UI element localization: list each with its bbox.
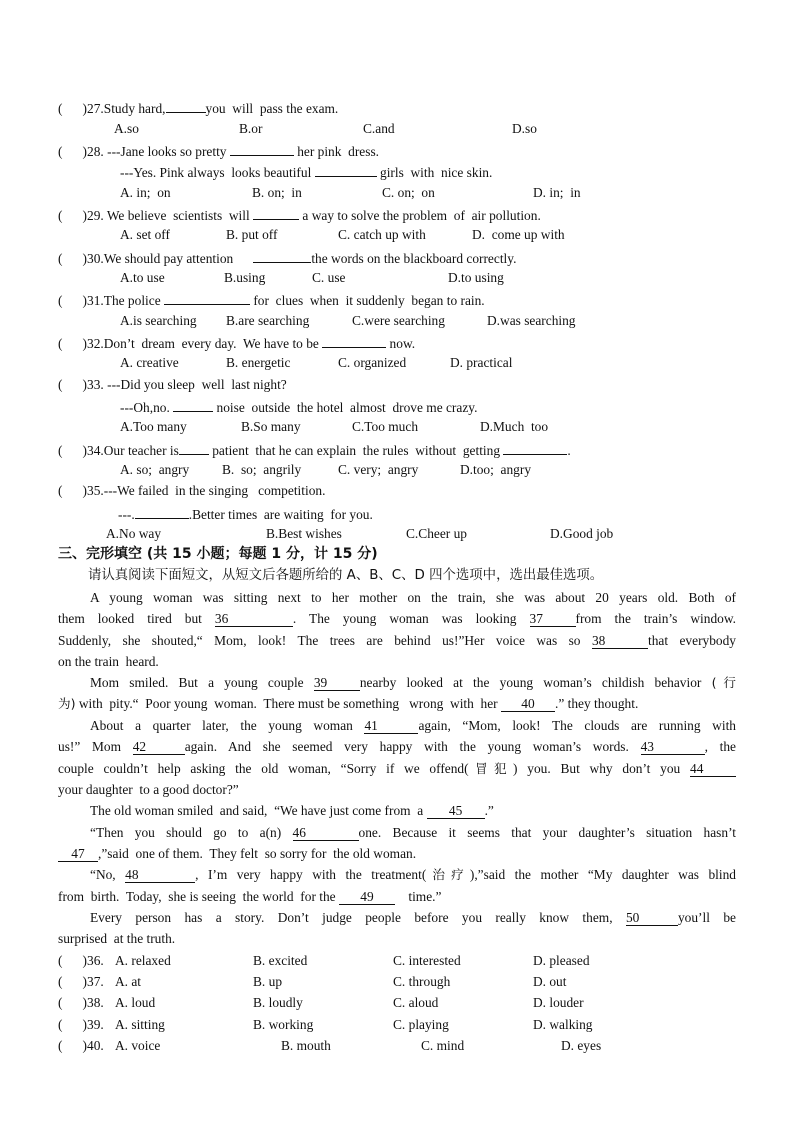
option-c[interactable]: C. use — [312, 270, 346, 285]
option-b[interactable]: B. excited — [253, 953, 308, 968]
passage-line: us!” Mom 42 again. And she seemed very happy with the young woman’s words. 43 , the — [58, 739, 736, 754]
option-a[interactable]: A.Too many — [120, 419, 187, 434]
question-number: ( )37. — [58, 974, 104, 989]
option-a[interactable]: A. creative — [120, 355, 179, 370]
option-b[interactable]: B. energetic — [226, 355, 291, 370]
option-c[interactable]: C. through — [393, 974, 451, 989]
blank-42[interactable]: 42 — [133, 740, 185, 755]
question-stem: ( )31.The police for clues when it suddenly began to rain. — [58, 290, 485, 310]
option-c[interactable]: C. playing — [393, 1017, 449, 1032]
question-line2: ---Yes. Pink always looks beautiful girls with nice skin. — [120, 162, 492, 182]
section-title: 三、完形填空 (共 15 小题；每题 1 分，计 15 分) — [58, 546, 378, 562]
blank-44[interactable]: 44 — [690, 762, 736, 777]
option-c[interactable]: C. very; angry — [338, 462, 419, 477]
option-b[interactable]: B.So many — [241, 419, 301, 434]
option-d[interactable]: D.was searching — [487, 313, 576, 328]
answer-blank[interactable] — [166, 98, 206, 113]
blank-50[interactable]: 50 — [626, 911, 678, 926]
blank-40[interactable]: 40 — [501, 697, 555, 712]
passage-line: The old woman smiled and said, “We have just come from a 45 .” — [90, 803, 494, 818]
question-number: ( )39. — [58, 1017, 104, 1032]
passage-line: on the train heard. — [58, 654, 159, 669]
option-c[interactable]: C. mind — [421, 1038, 465, 1053]
answer-blank[interactable] — [253, 205, 299, 220]
option-d[interactable]: D.to using — [448, 270, 504, 285]
blank-49[interactable]: 49 — [339, 890, 395, 905]
option-d[interactable]: D. out — [533, 974, 567, 989]
passage-line: from birth. Today, she is seeing the world for the 49 time.” — [58, 889, 442, 904]
option-a[interactable]: A. relaxed — [115, 953, 171, 968]
option-d[interactable]: D. eyes — [561, 1038, 602, 1053]
question-stem: ( )28. ---Jane looks so pretty her pink dress. — [58, 141, 379, 161]
option-a[interactable]: A.to use — [120, 270, 165, 285]
option-b[interactable]: B. loudly — [253, 995, 303, 1010]
passage-line: “No, 48 , I’m very happy with the treatment(治疗),”said the mother “My daughter was blind — [90, 867, 736, 882]
question-stem: ( )29. We believe scientists will a way to solve the problem of air pollution. — [58, 205, 541, 225]
option-d[interactable]: D. pleased — [533, 953, 590, 968]
option-c[interactable]: C.were searching — [352, 313, 445, 328]
question-number: ( )38. — [58, 995, 104, 1010]
blank-37[interactable]: 37 — [530, 612, 576, 627]
option-a[interactable]: A. so; angry — [120, 462, 190, 477]
passage-line: “Then you should go to a(n) 46 one. Because it seems that your daughter’s situation hasn’t — [90, 825, 737, 840]
answer-blank[interactable] — [253, 248, 311, 263]
answer-blank[interactable] — [135, 504, 189, 519]
option-d[interactable]: D. walking — [533, 1017, 593, 1032]
question-line2: ---. .Better times are waiting for you. — [118, 504, 373, 524]
option-d[interactable]: D.Much too — [480, 419, 549, 434]
answer-blank[interactable] — [322, 333, 386, 348]
passage-line: couple couldn’t help asking the old woman, “Sorry if we offend(冒犯) you. But why don’t you 44 — [58, 760, 736, 778]
answer-blank[interactable] — [315, 162, 377, 177]
option-c[interactable]: C.Too much — [352, 419, 419, 434]
option-b[interactable]: B.using — [224, 270, 266, 285]
option-b[interactable]: B. put off — [226, 227, 278, 242]
option-c[interactable]: C. organized — [338, 355, 407, 370]
option-a[interactable]: A.so — [114, 121, 139, 136]
option-a[interactable]: A. at — [115, 974, 142, 989]
option-d[interactable]: D. practical — [450, 355, 513, 370]
option-b[interactable]: B. mouth — [281, 1038, 331, 1053]
option-b[interactable]: B.are searching — [226, 313, 310, 328]
option-a[interactable]: A.No way — [106, 526, 162, 541]
option-d[interactable]: D. louder — [533, 995, 584, 1010]
option-a[interactable]: A. loud — [115, 995, 156, 1010]
passage-line: them looked tired but 36 . The young woman was looking 37 from the train’s window. — [58, 611, 736, 626]
blank-47[interactable]: 47 — [58, 847, 98, 862]
passage-line: surprised at the truth. — [58, 931, 176, 946]
option-b[interactable]: B.Best wishes — [266, 526, 342, 541]
blank-46[interactable]: 46 — [293, 826, 359, 841]
option-a[interactable]: A. in; on — [120, 185, 171, 200]
passage-line: A young woman was sitting next to her mother on the train, she was about 20 years old. Both of — [90, 590, 736, 605]
blank-41[interactable]: 41 — [364, 719, 418, 734]
option-d[interactable]: D.too; angry — [460, 462, 532, 477]
option-a[interactable]: A.is searching — [120, 313, 197, 328]
blank-43[interactable]: 43 — [641, 740, 705, 755]
option-d[interactable]: D.so — [512, 121, 537, 136]
question-stem: ( )34.Our teacher is patient that he can explain the rules without getting . — [58, 440, 571, 460]
option-b[interactable]: B. working — [253, 1017, 314, 1032]
option-c[interactable]: C.Cheer up — [406, 526, 467, 541]
option-a[interactable]: A. voice — [115, 1038, 161, 1053]
option-b[interactable]: B. on; in — [252, 185, 302, 200]
passage-line: Suddenly, she shouted,“ Mom, look! The trees are behind us!”Her voice was so 38 that everybody — [58, 633, 737, 648]
passage-line: your daughter to a good doctor?” — [58, 782, 239, 797]
question-number: ( )36. — [58, 953, 104, 968]
answer-blank[interactable] — [173, 397, 213, 412]
blank-38[interactable]: 38 — [592, 634, 648, 649]
passage-line: Mom smiled. But a young couple 39 nearby looked at the young woman’s childish behavior (行 — [90, 675, 736, 690]
question-stem: ( )33. ---Did you sleep well last night? — [58, 377, 287, 392]
question-stem: ( )27.Study hard, you will pass the exam. — [58, 98, 338, 118]
option-b[interactable]: B. so; angrily — [222, 462, 302, 477]
option-d[interactable]: D.Good job — [550, 526, 614, 541]
question-stem: ( )32.Don’t dream every day. We have to be now. — [58, 333, 415, 353]
option-c[interactable]: C. aloud — [393, 995, 439, 1010]
option-d[interactable]: D. in; in — [533, 185, 581, 200]
blank-36[interactable]: 36 — [215, 612, 293, 627]
option-a[interactable]: A. set off — [120, 227, 170, 242]
blank-45[interactable]: 45 — [427, 804, 485, 819]
option-c[interactable]: C.and — [363, 121, 395, 136]
option-c[interactable]: C. catch up with — [338, 227, 426, 242]
option-c[interactable]: C. on; on — [382, 185, 435, 200]
option-d[interactable]: D. come up with — [472, 227, 565, 242]
option-a[interactable]: A. sitting — [115, 1017, 165, 1032]
answer-blank[interactable] — [503, 440, 567, 455]
question-stem: ( )35.---We failed in the singing competition. — [58, 483, 326, 498]
blank-39[interactable]: 39 — [314, 676, 360, 691]
answer-blank[interactable] — [179, 440, 209, 455]
answer-blank[interactable] — [230, 141, 294, 156]
passage-line: About a quarter later, the young woman 41 again, “Mom, look! The clouds are running with — [90, 718, 736, 733]
option-c[interactable]: C. interested — [393, 953, 461, 968]
question-number: ( )40. — [58, 1038, 104, 1053]
option-b[interactable]: B. up — [253, 974, 283, 989]
question-stem: ( )30.We should pay attention the words on the blackboard correctly. — [58, 248, 516, 268]
passage-line: 47 ,”said one of them. They felt so sorry for the old woman. — [58, 845, 416, 863]
section-instruction: 请认真阅读下面短文，从短文后各题所给的 A、B、C、D 四个选项中，选出最佳选项。 — [88, 568, 604, 583]
question-line2: ---Oh,no. noise outside the hotel almost drove me crazy. — [120, 397, 477, 417]
passage-line: 为) with pity.“ Poor young woman. There must be something wrong with her 40 .” they thought. — [58, 696, 639, 711]
passage-line: Every person has a story. Don’t judge people before you really know them, 50 you’ll be — [90, 910, 736, 925]
answer-blank[interactable] — [164, 290, 250, 305]
blank-48[interactable]: 48 — [125, 868, 195, 883]
option-b[interactable]: B.or — [239, 121, 263, 136]
